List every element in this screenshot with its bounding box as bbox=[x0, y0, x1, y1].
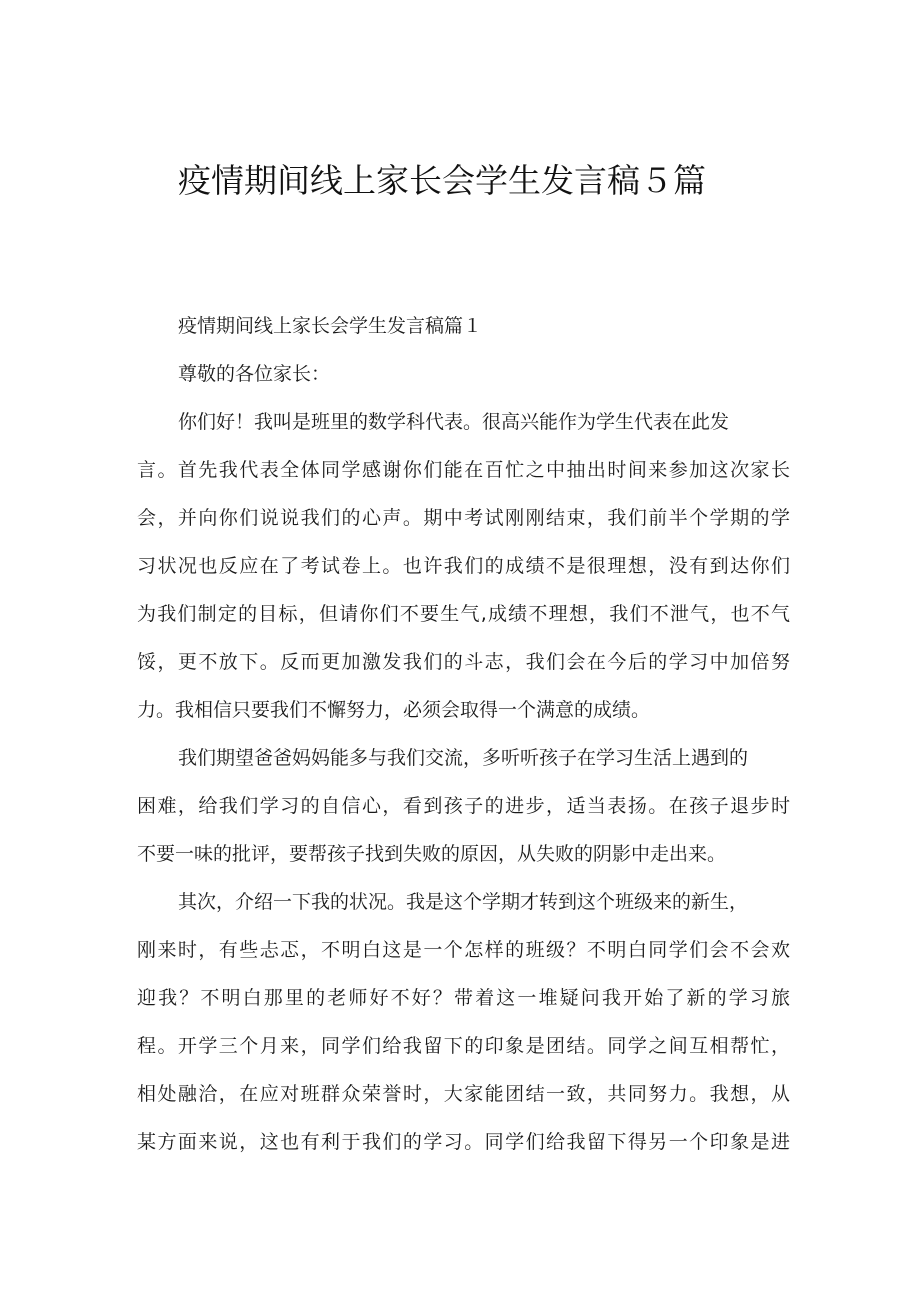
body-line: 习状况也反应在了考试卷上。也许我们的成绩不是很理想，没有到达你们 bbox=[137, 555, 790, 577]
body-line: 迎我？不明白那里的老师好不好？带着这一堆疑问我开始了新的学习旅 bbox=[137, 987, 790, 1009]
body-line: 不要一味的批评，要帮孩子找到失败的原因，从失败的阴影中走出来。 bbox=[137, 843, 727, 865]
body-line: 某方面来说，这也有利于我们的学习。同学们给我留下得另一个印象是进 bbox=[137, 1131, 790, 1153]
salutation: 尊敬的各位家长： bbox=[178, 363, 331, 385]
body-line: 困难，给我们学习的自信心，看到孩子的进步，适当表扬。在孩子退步时 bbox=[137, 795, 790, 817]
body-line: 刚来时，有些忐忑，不明白这是一个怎样的班级？不明白同学们会不会欢 bbox=[137, 939, 790, 961]
body-line: 其次，介绍一下我的状况。我是这个学期才转到这个班级来的新生， bbox=[178, 891, 749, 913]
body-line: 馁，更不放下。反而更加激发我们的斗志，我们会在今后的学习中加倍努 bbox=[137, 651, 790, 673]
body-line: 力。我相信只要我们不懈努力，必须会取得一个满意的成绩。 bbox=[137, 699, 651, 721]
body-line: 相处融洽，在应对班群众荣誉时，大家能团结一致，共同努力。我想，从 bbox=[137, 1083, 790, 1105]
body-line: 你们好！我叫是班里的数学科代表。很高兴能作为学生代表在此发 bbox=[178, 411, 730, 433]
section-heading: 疫情期间线上家长会学生发言稿篇１ bbox=[178, 315, 483, 337]
body-line: 会，并向你们说说我们的心声。期中考试刚刚结束，我们前半个学期的学 bbox=[137, 507, 790, 529]
body-line: 言。首先我代表全体同学感谢你们能在百忙之中抽出时间来参加这次家长 bbox=[137, 459, 790, 481]
document-title: 疫情期间线上家长会学生发言稿５篇 bbox=[178, 161, 706, 200]
body-line: 为我们制定的目标，但请你们不要生气,成绩不理想，我们不泄气，也不气 bbox=[137, 603, 790, 625]
body-line: 我们期望爸爸妈妈能多与我们交流，多听听孩子在学习生活上遇到的 bbox=[178, 747, 749, 769]
body-line: 程。开学三个月来，同学们给我留下的印象是团结。同学之间互相帮忙， bbox=[137, 1035, 790, 1057]
